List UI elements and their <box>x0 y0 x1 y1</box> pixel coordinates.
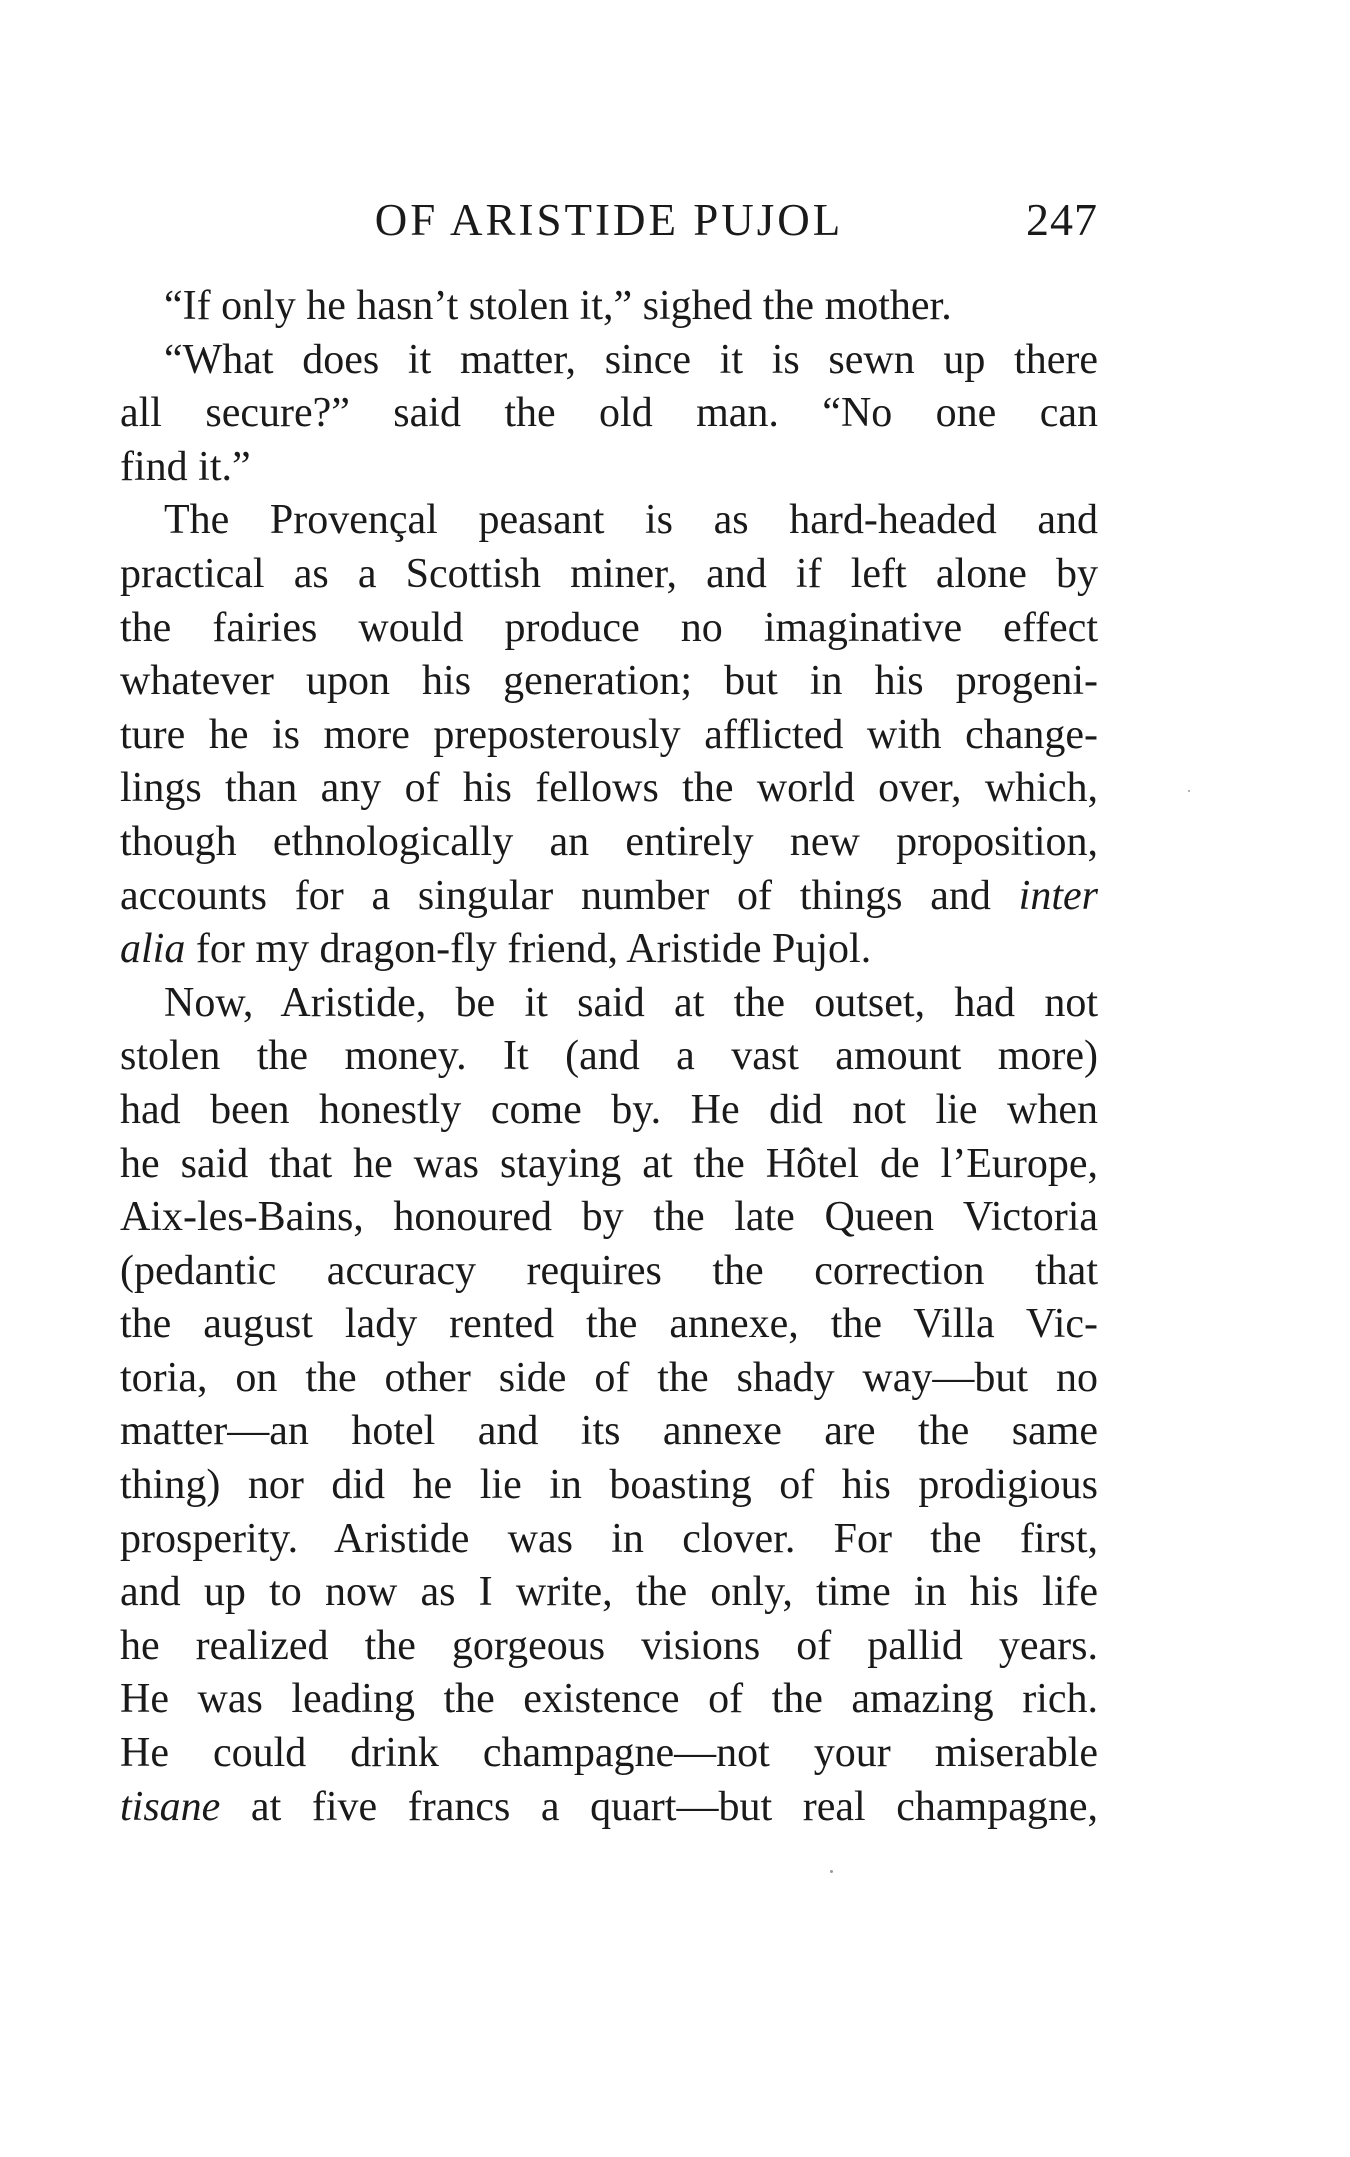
text-line: “If only he hasn’t stolen it,” sighed the mother. <box>164 283 952 329</box>
running-head: OF ARISTIDE PUJOL <box>374 195 844 245</box>
italic-phrase: tisane <box>120 1783 221 1830</box>
text-line: (pedantic accuracy requires the correction that <box>120 1247 1098 1294</box>
text-line: He was leading the existence of the amazing rich. <box>120 1676 1098 1723</box>
text-line: practical as a Scottish miner, and if left alone by <box>120 550 1098 597</box>
text-line: prosperity. Aristide was in clover. For the first, <box>120 1515 1098 1562</box>
body-text <box>120 280 1098 1834</box>
page-number: 247 <box>1026 194 1098 245</box>
italic-phrase: alia <box>120 926 186 973</box>
text-line: the august lady rented the annexe, the Villa Vic- <box>120 1301 1098 1348</box>
text-line: tisane at five francs a quart—but real champagne, <box>120 1783 1098 1830</box>
text-line: “What does it matter, since it is sewn up there <box>164 336 1098 383</box>
italic-phrase: inter <box>1018 872 1098 919</box>
text-line: the fairies would produce no imaginative effect <box>120 604 1098 651</box>
text-line: all secure?” said the old man. “No one can <box>120 390 1098 437</box>
text-line: had been honestly come by. He did not lie when <box>120 1086 1098 1133</box>
text-line: Aix-les-Bains, honoured by the late Queen Victoria <box>120 1194 1098 1241</box>
text-line: though ethnologically an entirely new proposition, <box>120 818 1098 865</box>
text-line: stolen the money. It (and a vast amount more) <box>120 1033 1098 1080</box>
page-header <box>120 190 1098 250</box>
text-line: whatever upon his generation; but in his progeni- <box>120 658 1098 705</box>
text-line: matter—an hotel and its annexe are the same <box>120 1408 1098 1455</box>
text-line: accounts for a singular number of things and inter <box>120 872 1098 919</box>
text-line: he said that he was staying at the Hôtel de l’Europe, <box>120 1140 1098 1187</box>
text-line: toria, on the other side of the shady way—but no <box>120 1354 1098 1401</box>
text-line: he realized the gorgeous visions of pallid years. <box>120 1622 1098 1669</box>
text-line: lings than any of his fellows the world over, which, <box>120 765 1098 812</box>
text-line: thing) nor did he lie in boasting of his prodigious <box>120 1462 1098 1509</box>
text-line: The Provençal peasant is as hard-headed and <box>164 497 1098 544</box>
text-line: ture he is more preposterously afflicted with change- <box>120 711 1098 758</box>
scan-speck <box>1188 790 1190 792</box>
scan-speck <box>830 1870 833 1873</box>
text-line: alia for my dragon-fly friend, Aristide Pujol. <box>120 926 872 973</box>
text-line: He could drink champagne—not your miserable <box>120 1730 1098 1777</box>
text-line: find it.” <box>120 443 251 490</box>
text-line: and up to now as I write, the only, time in his life <box>120 1569 1098 1616</box>
text-line: Now, Aristide, be it said at the outset, had not <box>164 979 1098 1026</box>
